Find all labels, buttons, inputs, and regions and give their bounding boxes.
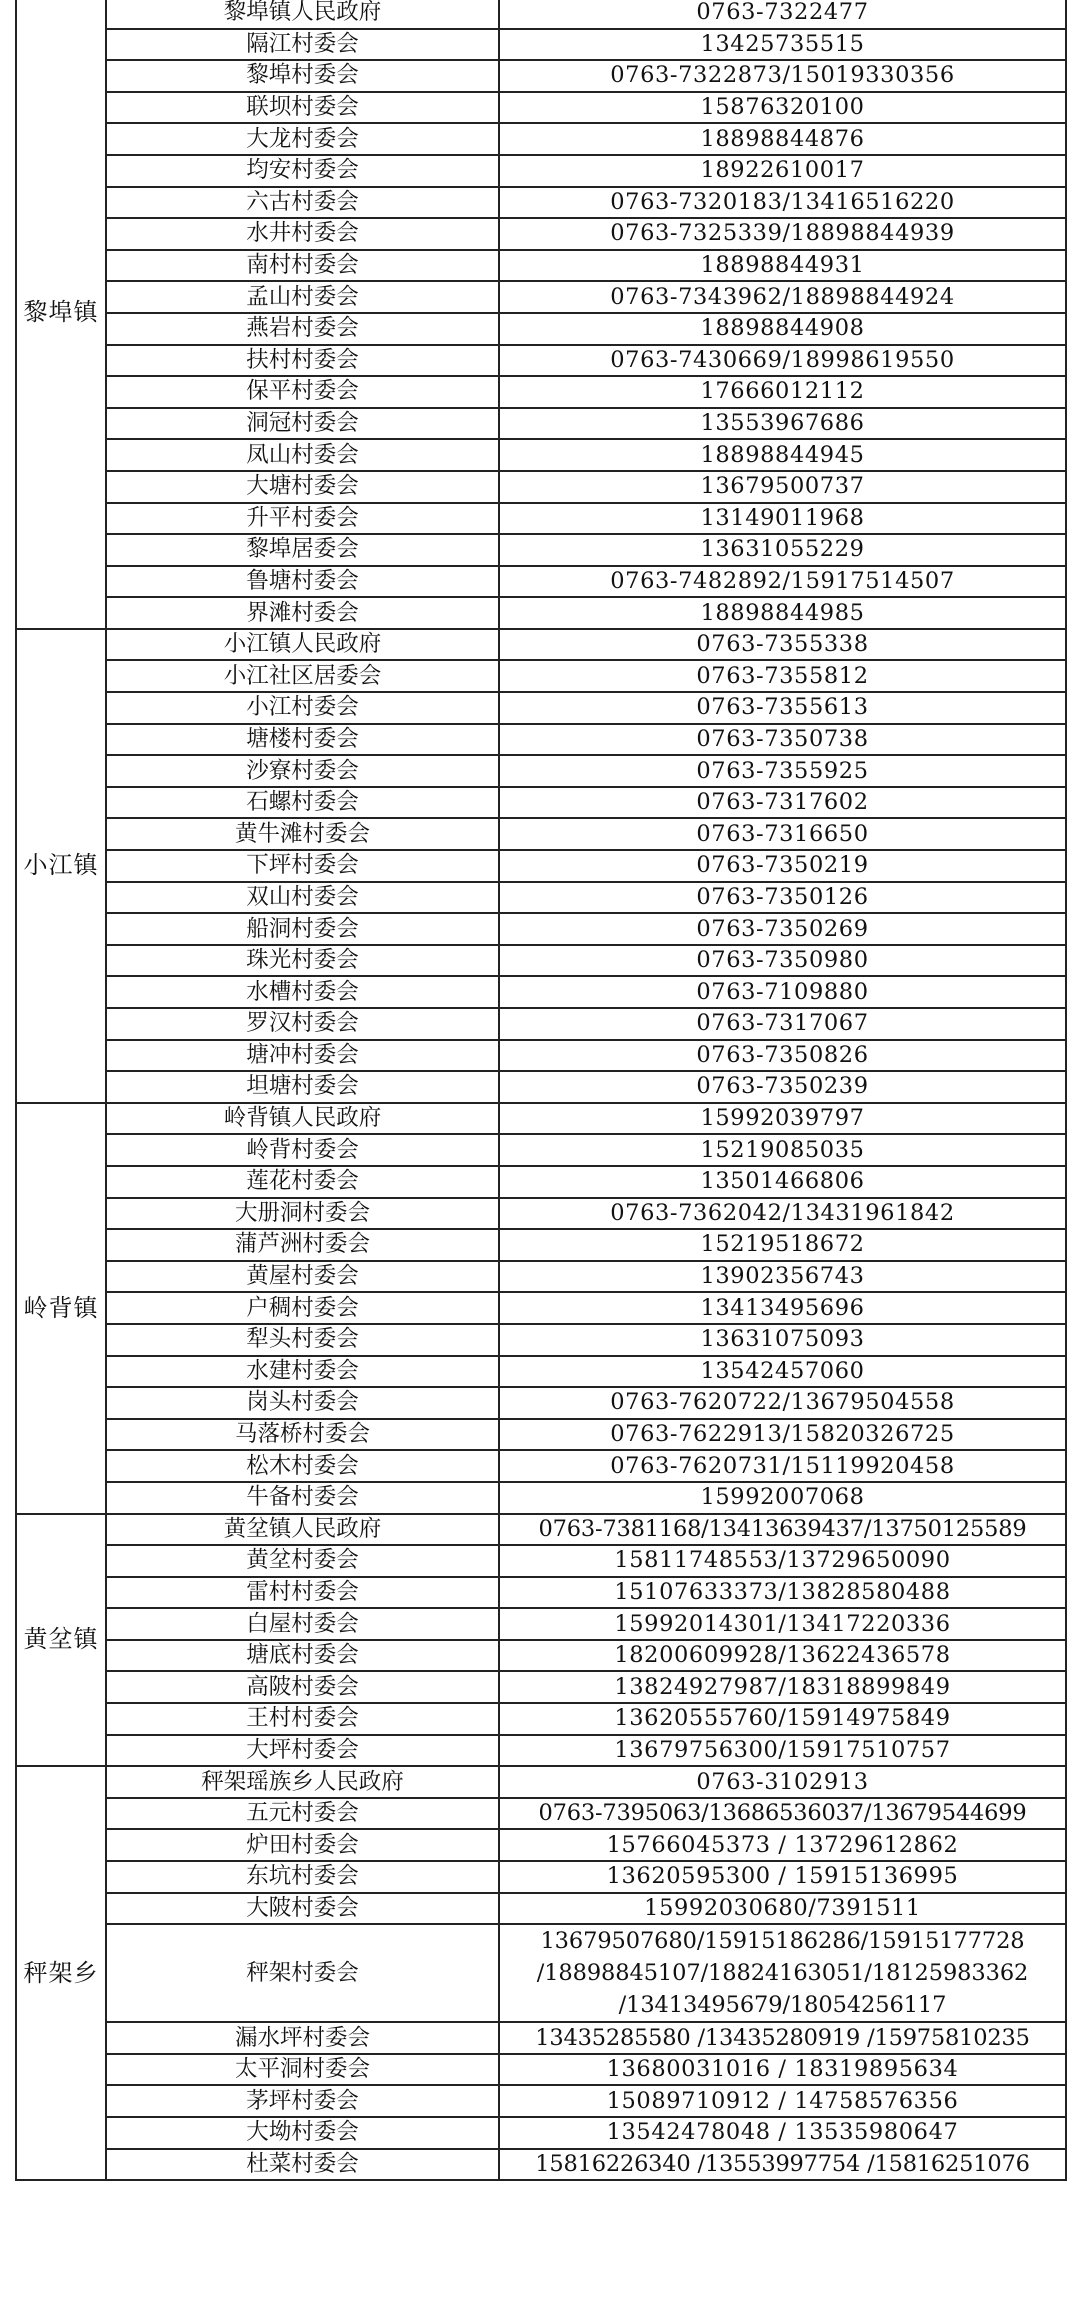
- unit-name-cell: 水井村委会: [106, 218, 499, 250]
- unit-name-cell: 洞冠村委会: [106, 408, 499, 440]
- phone-number-cell: 0763-7430669/18998619550: [499, 345, 1066, 377]
- unit-name-cell: 牛备村委会: [106, 1482, 499, 1514]
- unit-name-cell: 升平村委会: [106, 503, 499, 535]
- phone-number-cell: 13435285580 /13435280919 /15975810235: [499, 2022, 1066, 2054]
- unit-name-cell: 炉田村委会: [106, 1829, 499, 1861]
- phone-number-cell: 13620555760/15914975849: [499, 1703, 1066, 1735]
- unit-name-cell: 黄屋村委会: [106, 1261, 499, 1293]
- table-row: [16, 376, 1066, 408]
- unit-name-cell: 石螺村委会: [106, 787, 499, 819]
- unit-name-cell: 黄牛滩村委会: [106, 818, 499, 850]
- unit-name-cell: 大册洞村委会: [106, 1198, 499, 1230]
- table-row: [16, 1482, 1066, 1514]
- phone-number-cell: 18200609928/13622436578: [499, 1640, 1066, 1672]
- unit-name-cell: 岗头村委会: [106, 1387, 499, 1419]
- phone-number-cell: 15219518672: [499, 1229, 1066, 1261]
- table-row: [16, 882, 1066, 914]
- table-row: [16, 1324, 1066, 1356]
- unit-name-cell: 联坝村委会: [106, 92, 499, 124]
- table-row: [16, 345, 1066, 377]
- phone-number-cell: 0763-7109880: [499, 976, 1066, 1008]
- phone-number-cell: 0763-7381168/13413639437/13750125589: [499, 1514, 1066, 1546]
- table-row: [16, 1103, 1066, 1135]
- unit-name-cell: 秤架瑶族乡人民政府: [106, 1766, 499, 1798]
- unit-name-cell: 犁头村委会: [106, 1324, 499, 1356]
- phone-number-cell: 0763-7322873/15019330356: [499, 60, 1066, 92]
- table-row: [16, 155, 1066, 187]
- unit-name-cell: 秤架村委会: [106, 1924, 499, 2022]
- phone-number-cell: 13679756300/15917510757: [499, 1735, 1066, 1767]
- table-row: [16, 597, 1066, 629]
- unit-name-cell: 罗汉村委会: [106, 1008, 499, 1040]
- phone-number-cell: 15992030680/7391511: [499, 1893, 1066, 1925]
- phone-number-line: 13679507680/15915186286/15915177728: [540, 1928, 1025, 1955]
- unit-name-cell: 大坪村委会: [106, 1735, 499, 1767]
- table-row: [16, 913, 1066, 945]
- table-row: [16, 29, 1066, 61]
- phone-number-cell: 0763-7350738: [499, 724, 1066, 756]
- unit-name-cell: 黎埠居委会: [106, 534, 499, 566]
- phone-number-cell: 13501466806: [499, 1166, 1066, 1198]
- unit-name-cell: 马落桥村委会: [106, 1419, 499, 1451]
- phone-number-cell: 0763-7317067: [499, 1008, 1066, 1040]
- town-name-cell: 黄坌镇: [16, 1514, 106, 1767]
- phone-number-cell: 13631075093: [499, 1324, 1066, 1356]
- phone-number-cell: 13425735515: [499, 29, 1066, 61]
- table-row: [16, 660, 1066, 692]
- unit-name-cell: 黄坌镇人民政府: [106, 1514, 499, 1546]
- unit-name-cell: 小江村委会: [106, 692, 499, 724]
- table-row: [16, 123, 1066, 155]
- phone-number-cell: 15811748553/13729650090: [499, 1545, 1066, 1577]
- table-row: [16, 1577, 1066, 1609]
- unit-name-cell: 太平洞村委会: [106, 2054, 499, 2086]
- unit-name-cell: 扶村村委会: [106, 345, 499, 377]
- phone-number-cell: 0763-7350980: [499, 945, 1066, 977]
- unit-name-cell: 燕岩村委会: [106, 313, 499, 345]
- phone-number-cell: 18898844876: [499, 123, 1066, 155]
- table-row: [16, 1861, 1066, 1893]
- table-row: [16, 313, 1066, 345]
- contact-directory-body: [16, 0, 1066, 2180]
- phone-number-cell: 0763-7355812: [499, 660, 1066, 692]
- table-row: [16, 1261, 1066, 1293]
- table-row: [16, 976, 1066, 1008]
- phone-number-cell: 18898844931: [499, 250, 1066, 282]
- phone-number-cell: 17666012112: [499, 376, 1066, 408]
- table-row: [16, 92, 1066, 124]
- unit-name-cell: 漏水坪村委会: [106, 2022, 499, 2054]
- phone-number-cell: 0763-7325339/18898844939: [499, 218, 1066, 250]
- phone-number-line: /13413495679/18054256117: [618, 1992, 947, 2019]
- table-row: [16, 1292, 1066, 1324]
- unit-name-cell: 大陂村委会: [106, 1893, 499, 1925]
- phone-number-cell: 18922610017: [499, 155, 1066, 187]
- phone-number-cell: 18898844908: [499, 313, 1066, 345]
- unit-name-cell: 孟山村委会: [106, 281, 499, 313]
- table-row: [16, 218, 1066, 250]
- table-row: [16, 755, 1066, 787]
- unit-name-cell: 白屋村委会: [106, 1608, 499, 1640]
- phone-number-cell: 15992014301/13417220336: [499, 1608, 1066, 1640]
- unit-name-cell: 小江镇人民政府: [106, 629, 499, 661]
- unit-name-cell: 雷村村委会: [106, 1577, 499, 1609]
- table-row: [16, 1924, 1066, 2022]
- table-row: [16, 1671, 1066, 1703]
- unit-name-cell: 茅坪村委会: [106, 2085, 499, 2117]
- phone-number-cell: 13553967686: [499, 408, 1066, 440]
- phone-number-cell: 0763-7350126: [499, 882, 1066, 914]
- unit-name-cell: 凤山村委会: [106, 439, 499, 471]
- unit-name-cell: 王村村委会: [106, 1703, 499, 1735]
- phone-number-cell: 13679500737: [499, 471, 1066, 503]
- phone-number-cell: 0763-7482892/15917514507: [499, 566, 1066, 598]
- phone-number-cell: 15766045373 / 13729612862: [499, 1829, 1066, 1861]
- table-row: [16, 1893, 1066, 1925]
- unit-name-cell: 黎埠村委会: [106, 60, 499, 92]
- unit-name-cell: 保平村委会: [106, 376, 499, 408]
- phone-number-cell: 0763-7350826: [499, 1040, 1066, 1072]
- phone-number-cell: 0763-7622913/15820326725: [499, 1419, 1066, 1451]
- phone-number-cell: 0763-7343962/18898844924: [499, 281, 1066, 313]
- unit-name-cell: 六古村委会: [106, 187, 499, 219]
- phone-number-cell: 0763-7350239: [499, 1071, 1066, 1103]
- table-row: [16, 503, 1066, 535]
- contact-directory-table: [15, 0, 1067, 2181]
- unit-name-cell: 塘底村委会: [106, 1640, 499, 1672]
- phone-number-cell: 13542478048 / 13535980647: [499, 2117, 1066, 2149]
- table-row: [16, 1735, 1066, 1767]
- unit-name-cell: 松木村委会: [106, 1450, 499, 1482]
- table-row: [16, 1703, 1066, 1735]
- unit-name-cell: 下坪村委会: [106, 850, 499, 882]
- unit-name-cell: 莲花村委会: [106, 1166, 499, 1198]
- phone-number-cell: 15992007068: [499, 1482, 1066, 1514]
- unit-name-cell: 塘楼村委会: [106, 724, 499, 756]
- unit-name-cell: 均安村委会: [106, 155, 499, 187]
- unit-name-cell: 黎埠镇人民政府: [106, 0, 499, 29]
- table-row: [16, 566, 1066, 598]
- unit-name-cell: 水建村委会: [106, 1356, 499, 1388]
- phone-number-cell: 18898844985: [499, 597, 1066, 629]
- table-row: [16, 1829, 1066, 1861]
- table-row: [16, 250, 1066, 282]
- unit-name-cell: 五元村委会: [106, 1798, 499, 1830]
- phone-number-cell: [499, 1924, 1066, 2022]
- phone-number-cell: 0763-7355925: [499, 755, 1066, 787]
- unit-name-cell: 双山村委会: [106, 882, 499, 914]
- table-row: [16, 439, 1066, 471]
- town-name-cell: 小江镇: [16, 629, 106, 1103]
- phone-number-cell: 0763-7362042/13431961842: [499, 1198, 1066, 1230]
- table-row: [16, 1071, 1066, 1103]
- table-row: [16, 1387, 1066, 1419]
- phone-number-cell: 0763-3102913: [499, 1766, 1066, 1798]
- phone-number-cell: 15107633373/13828580488: [499, 1577, 1066, 1609]
- unit-name-cell: 沙寮村委会: [106, 755, 499, 787]
- unit-name-cell: 坦塘村委会: [106, 1071, 499, 1103]
- phone-number-cell: 13413495696: [499, 1292, 1066, 1324]
- unit-name-cell: 黄坌村委会: [106, 1545, 499, 1577]
- phone-number-cell: 13620595300 / 15915136995: [499, 1861, 1066, 1893]
- table-row: [16, 281, 1066, 313]
- table-row: [16, 2149, 1066, 2181]
- table-row: [16, 2054, 1066, 2086]
- unit-name-cell: 界滩村委会: [106, 597, 499, 629]
- phone-number-cell: 0763-7350269: [499, 913, 1066, 945]
- table-row: [16, 534, 1066, 566]
- phone-number-cell: 0763-7620722/13679504558: [499, 1387, 1066, 1419]
- table-row: [16, 629, 1066, 661]
- table-row: [16, 1356, 1066, 1388]
- table-row: [16, 787, 1066, 819]
- phone-number-cell: 13902356743: [499, 1261, 1066, 1293]
- table-row: [16, 1166, 1066, 1198]
- unit-name-cell: 南村村委会: [106, 250, 499, 282]
- town-name-cell: 秤架乡: [16, 1766, 106, 2180]
- table-row: [16, 945, 1066, 977]
- table-row: [16, 2022, 1066, 2054]
- table-row: [16, 1040, 1066, 1072]
- table-row: [16, 850, 1066, 882]
- unit-name-cell: 岭背村委会: [106, 1134, 499, 1166]
- unit-name-cell: 高陂村委会: [106, 1671, 499, 1703]
- unit-name-cell: 珠光村委会: [106, 945, 499, 977]
- table-row: [16, 1545, 1066, 1577]
- phone-number-line: /18898845107/18824163051/18125983362: [536, 1960, 1029, 1987]
- table-row: [16, 1134, 1066, 1166]
- table-row: [16, 408, 1066, 440]
- unit-name-cell: 大坳村委会: [106, 2117, 499, 2149]
- table-row: [16, 187, 1066, 219]
- table-row: [16, 1514, 1066, 1546]
- town-name-cell: 黎埠镇: [16, 0, 106, 629]
- table-row: [16, 2117, 1066, 2149]
- unit-name-cell: 户稠村委会: [106, 1292, 499, 1324]
- table-row: [16, 818, 1066, 850]
- table-row: [16, 1798, 1066, 1830]
- phone-number-cell: 13149011968: [499, 503, 1066, 535]
- unit-name-cell: 岭背镇人民政府: [106, 1103, 499, 1135]
- unit-name-cell: 东坑村委会: [106, 1861, 499, 1893]
- table-row: [16, 1419, 1066, 1451]
- phone-number-cell: 13680031016 / 18319895634: [499, 2054, 1066, 2086]
- table-row: [16, 1450, 1066, 1482]
- unit-name-cell: 小江社区居委会: [106, 660, 499, 692]
- table-row: [16, 1229, 1066, 1261]
- table-row: [16, 60, 1066, 92]
- phone-number-cell: 13631055229: [499, 534, 1066, 566]
- phone-number-cell: 13542457060: [499, 1356, 1066, 1388]
- table-row: [16, 2085, 1066, 2117]
- table-row: [16, 0, 1066, 29]
- phone-number-cell: 0763-7320183/13416516220: [499, 187, 1066, 219]
- phone-number-cell: 0763-7395063/13686536037/13679544699: [499, 1798, 1066, 1830]
- phone-number-cell: 0763-7355613: [499, 692, 1066, 724]
- phone-number-cell: 15089710912 / 14758576356: [499, 2085, 1066, 2117]
- phone-number-cell: 15876320100: [499, 92, 1066, 124]
- phone-number-cell: 15992039797: [499, 1103, 1066, 1135]
- phone-number-cell: 18898844945: [499, 439, 1066, 471]
- unit-name-cell: 大塘村委会: [106, 471, 499, 503]
- phone-number-cell: 0763-7316650: [499, 818, 1066, 850]
- table-row: [16, 1766, 1066, 1798]
- unit-name-cell: 大龙村委会: [106, 123, 499, 155]
- unit-name-cell: 隔江村委会: [106, 29, 499, 61]
- unit-name-cell: 鲁塘村委会: [106, 566, 499, 598]
- phone-number-cell: 0763-7350219: [499, 850, 1066, 882]
- table-row: [16, 471, 1066, 503]
- phone-number-cell: 15219085035: [499, 1134, 1066, 1166]
- unit-name-cell: 水槽村委会: [106, 976, 499, 1008]
- unit-name-cell: 船洞村委会: [106, 913, 499, 945]
- phone-number-cell: 0763-7322477: [499, 0, 1066, 29]
- table-row: [16, 724, 1066, 756]
- unit-name-cell: 蒲芦洲村委会: [106, 1229, 499, 1261]
- table-row: [16, 1640, 1066, 1672]
- phone-number-cell: 13824927987/18318899849: [499, 1671, 1066, 1703]
- phone-number-cell: 15816226340 /13553997754 /15816251076: [499, 2149, 1066, 2181]
- unit-name-cell: 杜菜村委会: [106, 2149, 499, 2181]
- town-name-cell: 岭背镇: [16, 1103, 106, 1514]
- table-row: [16, 692, 1066, 724]
- table-row: [16, 1008, 1066, 1040]
- phone-number-cell: 0763-7620731/15119920458: [499, 1450, 1066, 1482]
- phone-number-cell: 0763-7355338: [499, 629, 1066, 661]
- unit-name-cell: 塘冲村委会: [106, 1040, 499, 1072]
- table-row: [16, 1198, 1066, 1230]
- table-row: [16, 1608, 1066, 1640]
- phone-number-cell: 0763-7317602: [499, 787, 1066, 819]
